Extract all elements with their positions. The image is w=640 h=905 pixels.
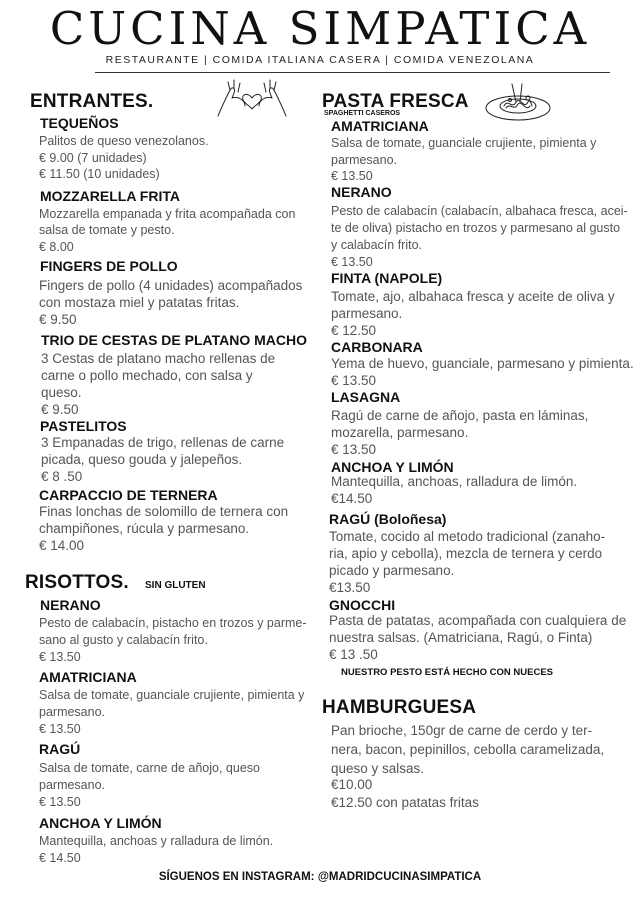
menu-item-desc: champiñones, rúcula y parmesano. — [39, 521, 250, 536]
menu-item-name: CARBONARA — [331, 339, 423, 355]
menu-item-desc: ria, apio y cebolla), mezcla de ternera y cerdo — [329, 546, 603, 561]
menu-item-desc: y calabacín frito. — [331, 238, 423, 252]
restaurant-subtitle: RESTAURANTE | COMIDA ITALIANA CASERA | COMIDA VENEZOLANA — [105, 54, 535, 66]
menu-item-name: GNOCCHI — [329, 597, 396, 613]
menu-item-price: € 13.50 — [331, 442, 377, 457]
spaghetti-bowl-icon — [482, 80, 554, 128]
menu-item-desc: mozarella, parmesano. — [331, 425, 469, 440]
menu-item-desc: carne o pollo mechado, con salsa y — [41, 368, 253, 383]
menu-item-desc: con mostaza miel y patatas fritas. — [39, 295, 240, 310]
menu-item-name: CARPACCIO DE TERNERA — [39, 487, 218, 503]
menu-item-price: €12.50 con patatas fritas — [331, 795, 479, 810]
menu-item-name: NERANO — [331, 184, 392, 200]
menu-item-price: € 14.50 — [39, 851, 81, 865]
section-note-sin-gluten: SIN GLUTEN — [145, 580, 206, 591]
menu-item-price: € 9.00 (7 unidades) — [39, 151, 147, 165]
menu-item-desc: Pan brioche, 150gr de carne de cerdo y ter- — [331, 723, 593, 738]
menu-item-name: RAGÚ — [39, 741, 81, 757]
menu-item-desc: queso y salsas. — [331, 761, 425, 776]
menu-item-desc: 3 Empanadas de trigo, rellenas de carne — [41, 435, 285, 450]
section-title-entrantes: ENTRANTES. — [30, 91, 154, 112]
menu-item-name: ANCHOA Y LIMÓN — [331, 459, 454, 475]
menu-item-desc: Salsa de tomate, guanciale crujiente, pimienta y — [331, 136, 597, 150]
instagram-footer: SÍGUENOS EN INSTAGRAM: @MADRIDCUCINASIMPATICA — [158, 871, 482, 883]
menu-item-desc: Ragú de carne de añojo, pasta en láminas, — [331, 408, 589, 423]
menu-item-name: FINGERS DE POLLO — [40, 258, 178, 274]
menu-item-desc: picado y parmesano. — [329, 563, 455, 578]
menu-item-price: € 12.50 — [331, 323, 377, 338]
section-note-spaghetti: SPAGHETTI CASEROS — [324, 110, 401, 117]
menu-item-price: € 13.50 — [39, 650, 81, 664]
menu-item-price: € 13.50 — [331, 169, 373, 183]
menu-item-desc: Pasta de patatas, acompañada con cualquiera de — [329, 613, 627, 628]
menu-item-desc: Finas lonchas de solomillo de ternera con — [39, 504, 289, 519]
menu-item-desc: Mantequilla, anchoas y ralladura de limón. — [39, 834, 274, 848]
menu-item-desc: Yema de huevo, guanciale, parmesano y pimienta. — [331, 356, 634, 371]
menu-item-price: € 9.50 — [41, 402, 79, 417]
menu-item-price: € 8 .50 — [41, 469, 83, 484]
menu-item-desc: Salsa de tomate, guanciale crujiente, pimienta y — [39, 688, 305, 702]
menu-item-desc: picada, queso gouda y jalepeños. — [41, 452, 243, 467]
menu-item-name: TEQUEÑOS — [40, 115, 119, 131]
hands-heart-icon — [212, 76, 292, 120]
menu-item-price: €14.50 — [331, 491, 373, 506]
menu-item-desc: parmesano. — [331, 306, 403, 321]
section-title-hamburguesa: HAMBURGUESA — [322, 697, 477, 718]
menu-item-desc: parmesano. — [39, 778, 106, 792]
menu-item-desc: salsa de tomate y pesto. — [39, 223, 175, 237]
menu-item-desc: parmesano. — [331, 153, 398, 167]
menu-item-name: LASAGNA — [331, 389, 401, 405]
menu-item-desc: Fingers de pollo (4 unidades) acompañados — [39, 278, 303, 293]
menu-item-price: € 13.50 — [39, 795, 81, 809]
section-title-risottos: RISOTTOS. — [25, 572, 129, 593]
pesto-nuts-note: NUESTRO PESTO ESTÁ HECHO CON NUECES — [341, 667, 554, 678]
menu-item-desc: Palitos de queso venezolanos. — [39, 134, 209, 148]
menu-item-desc: Mozzarella empanada y frita acompañada con — [39, 207, 296, 221]
section-title-pasta-fresca: PASTA FRESCA — [322, 91, 469, 112]
menu-item-desc: Tomate, cocido al metodo tradicional (zanaho- — [329, 529, 606, 544]
menu-item-name: AMATRICIANA — [331, 118, 429, 134]
menu-item-desc: Pesto de calabacín, pistacho en trozos y parme- — [39, 616, 307, 630]
restaurant-title: CUCINA SIMPATICA — [49, 2, 591, 55]
menu-item-name: ANCHOA Y LIMÓN — [39, 815, 162, 831]
menu-item-price: €10.00 — [331, 777, 373, 792]
menu-item-desc: te de oliva) pistacho en trozos y parmesano al gusto — [331, 221, 621, 235]
menu-item-price: € 8.00 — [39, 240, 74, 254]
header-divider — [95, 72, 610, 73]
menu-item-name: RAGÚ (Boloñesa) — [329, 511, 447, 527]
menu-item-desc: sano al gusto y calabacín frito. — [39, 633, 208, 647]
menu-item-name: MOZZARELLA FRITA — [40, 188, 180, 204]
menu-item-desc: Mantequilla, anchoas, ralladura de limón. — [331, 474, 578, 489]
menu-item-name: NERANO — [40, 597, 101, 613]
menu-item-name: FINTA (NAPOLE) — [331, 270, 443, 286]
menu-item-desc: Pesto de calabacín (calabacín, albahaca fresca, acei- — [331, 204, 628, 218]
menu-item-desc: nera, bacon, pepinillos, cebolla caramelizada, — [331, 742, 605, 757]
menu-item-price: € 14.00 — [39, 538, 85, 553]
menu-item-price: € 13.50 — [39, 722, 81, 736]
menu-item-desc: queso. — [41, 385, 82, 400]
menu-item-price: € 13.50 — [331, 255, 373, 269]
menu-item-price: € 11.50 (10 unidades) — [39, 167, 160, 181]
menu-item-desc: nuestra salsas. (Amatriciana, Ragú, o Finta) — [329, 630, 593, 645]
menu-item-name: PASTELITOS — [40, 418, 127, 434]
menu-item-name: TRIO DE CESTAS DE PLATANO MACHO — [41, 332, 307, 348]
menu-item-desc: 3 Cestas de platano macho rellenas de — [41, 351, 276, 366]
menu-item-price: € 9.50 — [39, 312, 77, 327]
menu-item-price: €13.50 — [329, 580, 371, 595]
menu-item-desc: parmesano. — [39, 705, 106, 719]
menu-item-name: AMATRICIANA — [39, 669, 137, 685]
menu-item-desc: Tomate, ajo, albahaca fresca y aceite de oliva y — [331, 289, 615, 304]
menu-item-desc: Salsa de tomate, carne de añojo, queso — [39, 761, 260, 775]
menu-item-price: € 13 .50 — [329, 647, 378, 662]
menu-item-price: € 13.50 — [331, 373, 377, 388]
